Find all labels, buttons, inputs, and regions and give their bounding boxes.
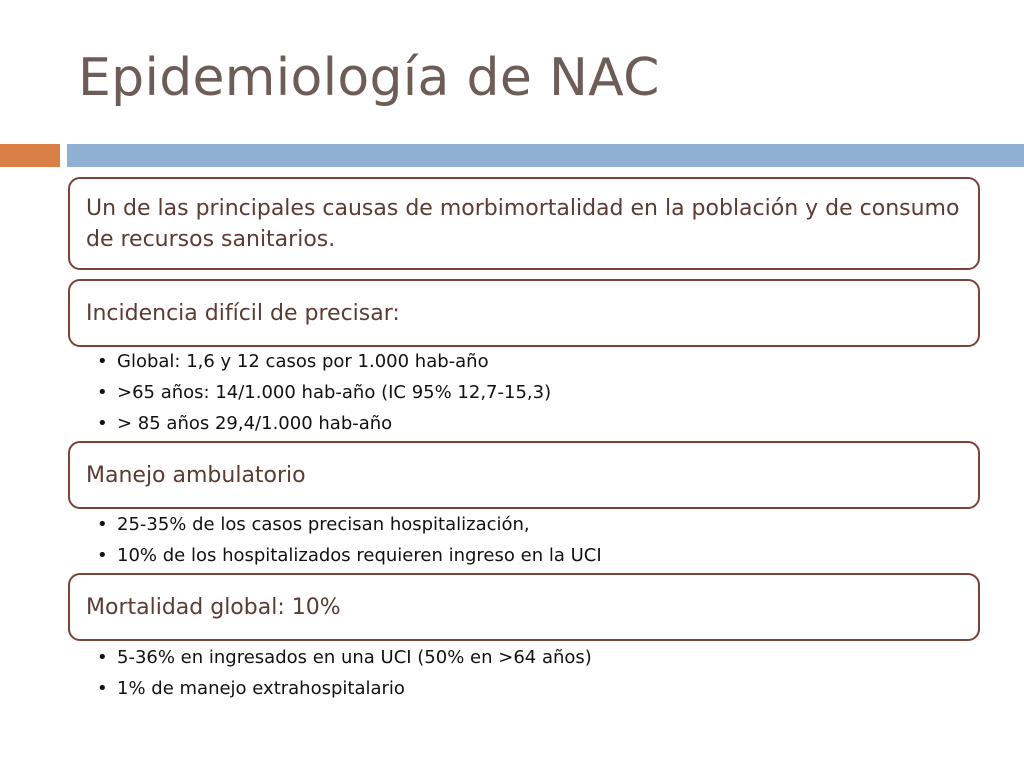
- slide-title: Epidemiología de NAC: [78, 48, 660, 108]
- bullet-list-incidencia: [97, 346, 551, 439]
- orange-accent-bar: [0, 144, 60, 167]
- section-heading-mortalidad: Mortalidad global: 10%: [86, 594, 341, 620]
- section-box-manejo: [68, 441, 980, 509]
- bullet-list-manejo: [97, 509, 602, 571]
- list-item: • 10% de los hospitalizados requieren ingreso en la UCI: [97, 540, 602, 571]
- list-item: • Global: 1,6 y 12 casos por 1.000 hab-año: [97, 346, 551, 377]
- blue-accent-bar: [67, 144, 1024, 167]
- section-heading-causas: Un de las principales causas de morbimortalidad en la población y de consumo de recursos sanitarios.: [86, 195, 960, 252]
- list-item: • 25-35% de los casos precisan hospitalización,: [97, 509, 602, 540]
- section-box-mortalidad: [68, 573, 980, 641]
- list-item: • >65 años: 14/1.000 hab-año (IC 95% 12,7-15,3): [97, 377, 551, 408]
- section-heading-incidencia: Incidencia difícil de precisar:: [86, 300, 400, 326]
- bullet-list-mortalidad: [97, 642, 592, 704]
- list-item: • 1% de manejo extrahospitalario: [97, 673, 592, 704]
- list-item: • > 85 años 29,4/1.000 hab-año: [97, 408, 551, 439]
- section-box-causas: [68, 177, 980, 270]
- section-box-incidencia: [68, 279, 980, 347]
- list-item: • 5-36% en ingresados en una UCI (50% en >64 años): [97, 642, 592, 673]
- section-heading-manejo: Manejo ambulatorio: [86, 462, 306, 488]
